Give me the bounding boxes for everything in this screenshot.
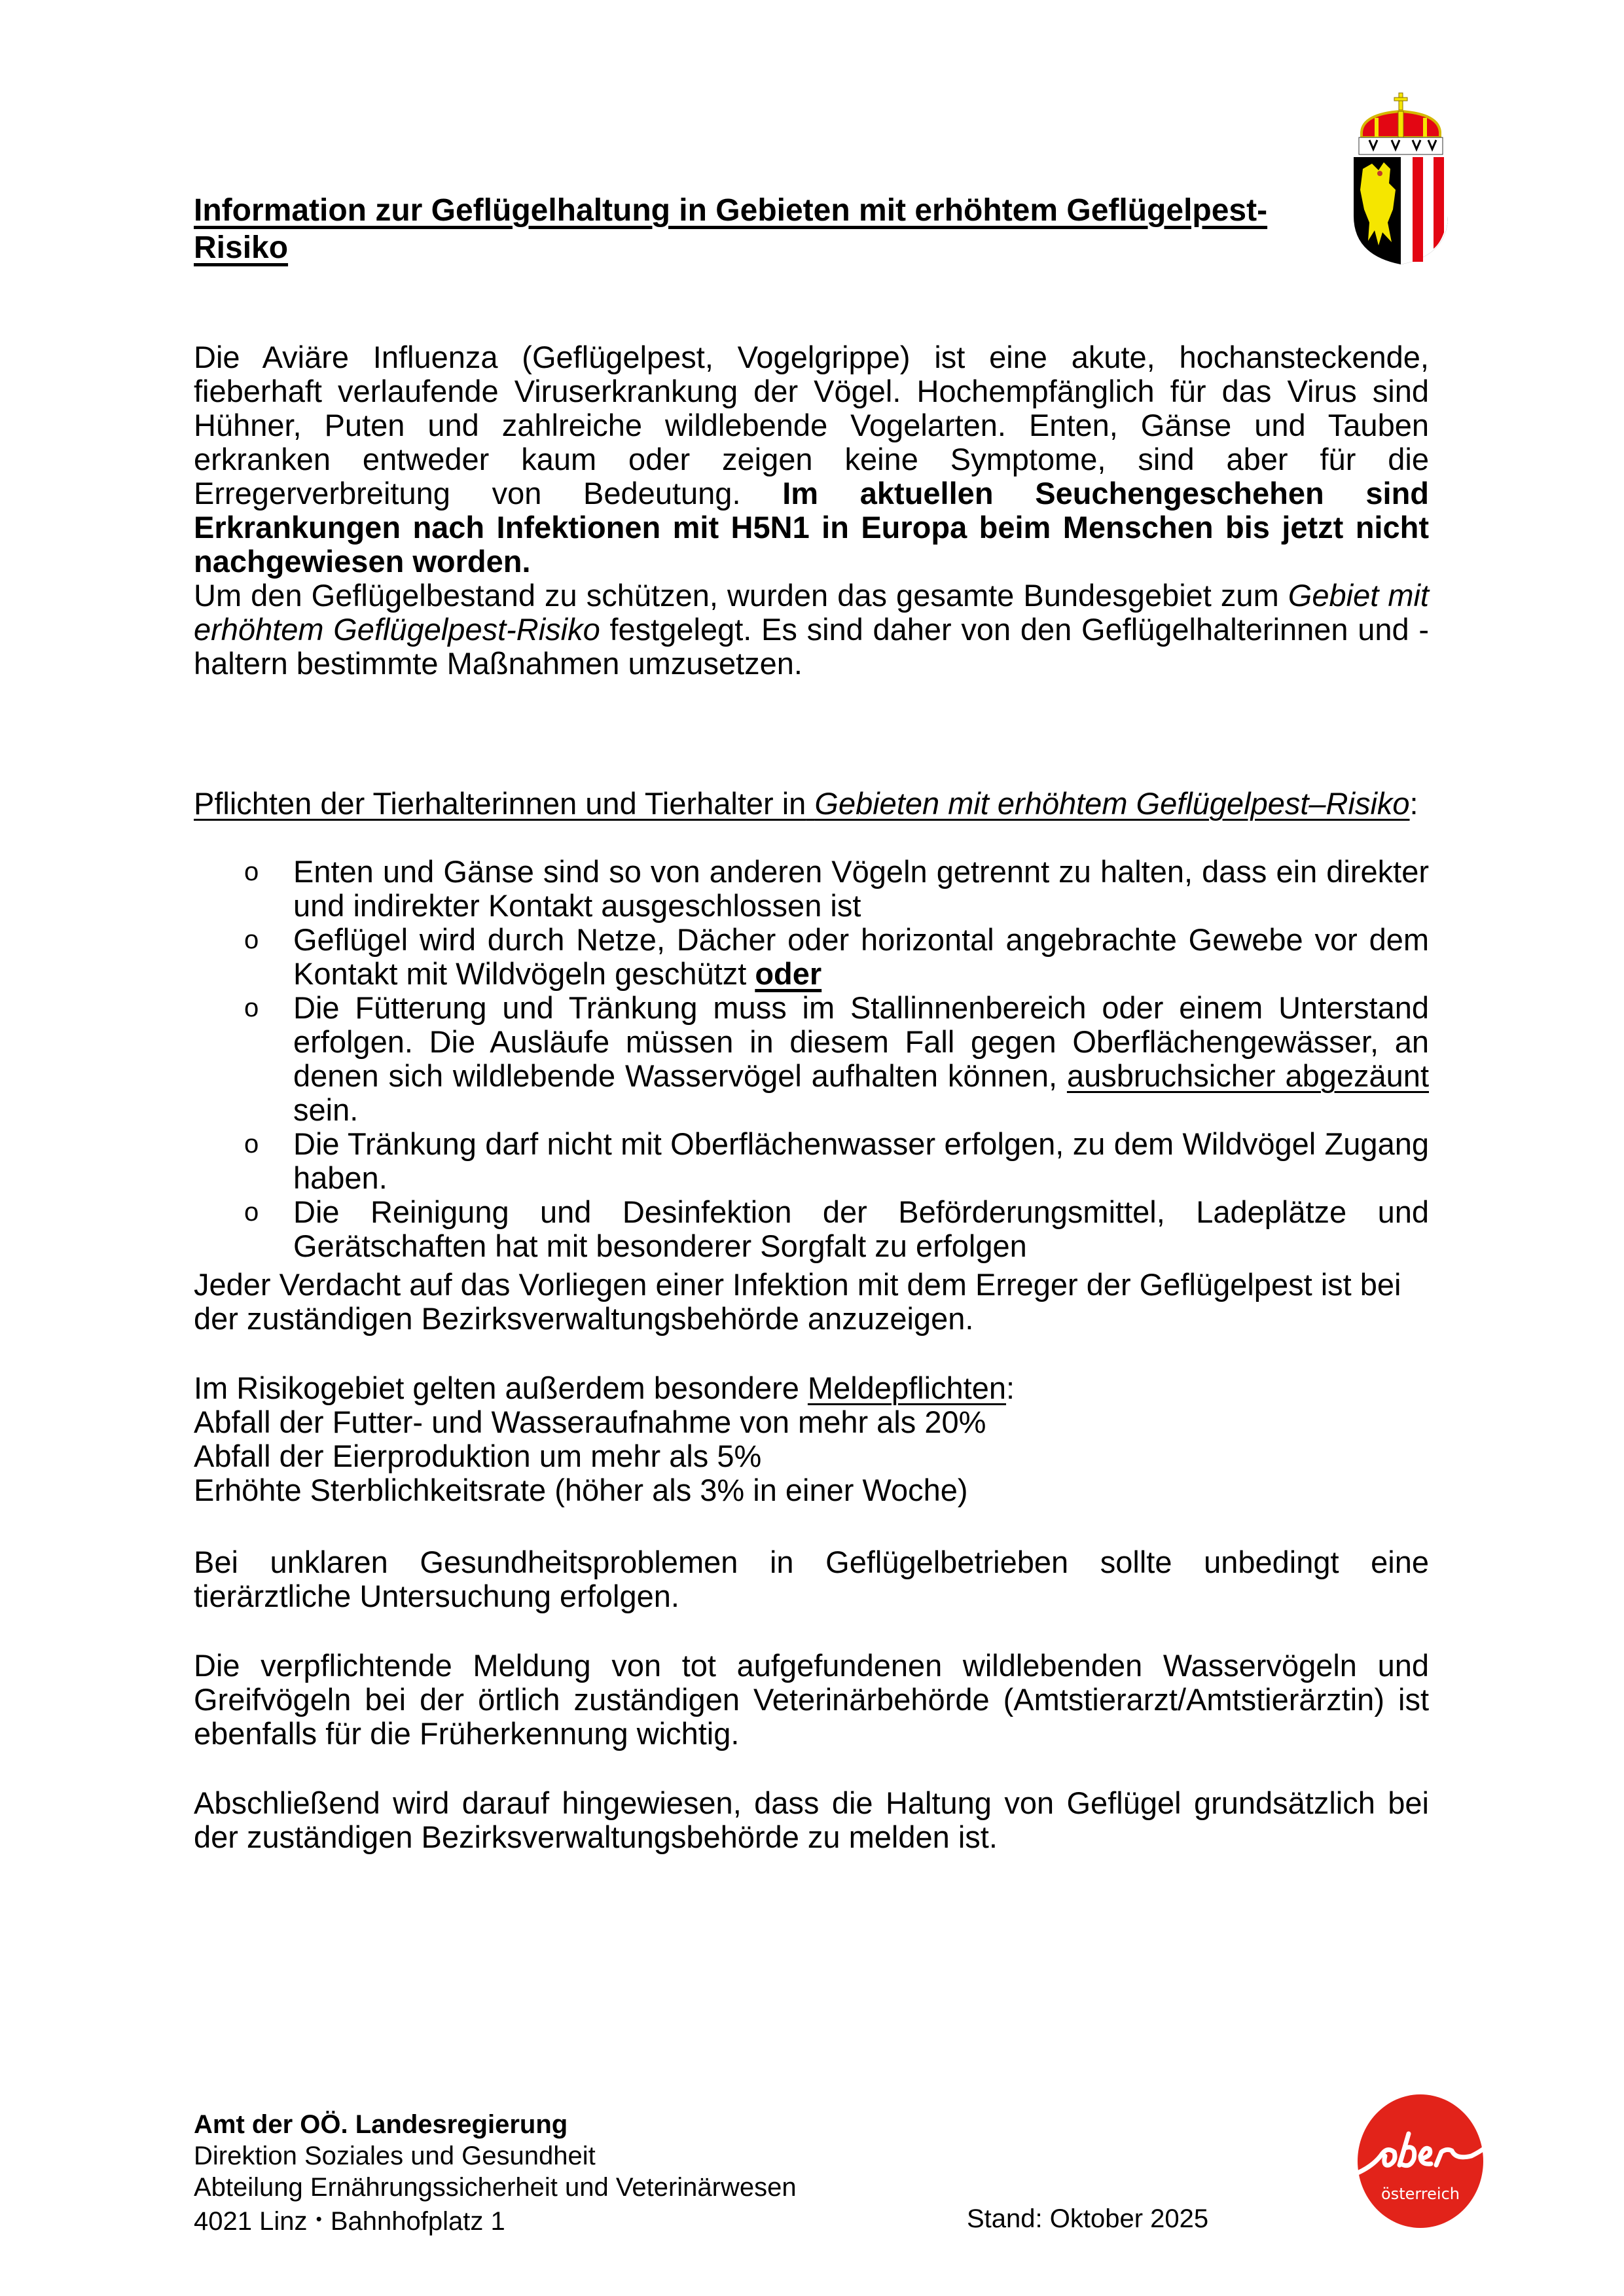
upper-austria-coat-of-arms-icon — [1350, 92, 1452, 267]
reporting-line: Abfall der Futter- und Wasseraufnahme von mehr als 20% — [194, 1405, 986, 1439]
footer-address-line — [194, 2203, 797, 2237]
reporting-intro-text: Im Risikogebiet gelten außerdem besondere — [194, 1371, 799, 1405]
duties-heading-term: Gebieten mit erhöhtem Geflügelpest–Risiko — [814, 786, 1410, 821]
page-title-text: Information zur Geflügelhaltung in Gebieten mit erhöhtem Geflügelpest-Risiko — [194, 193, 1268, 265]
intro-text: Die Aviäre Influenza (Geflügelpest, Vogelgrippe) ist eine akute, hochansteckende, fieberhaft verlaufende Viruserkrankung der Vögel. Hochempfänglich für das Virus sind Hühner, Puten und zahlreiche wildlebende Vogelarten. Enten, Gänse und Tauben erkranken entweder kaum oder zeigen keine Symptome, sind aber für die Erregerverbreitung von Bedeutung. — [194, 340, 1429, 511]
bullet-circle-icon: o — [244, 1130, 259, 1158]
page-title — [194, 192, 1346, 266]
list-item — [244, 1195, 1429, 1263]
list-item-text: Die Tränkung darf nicht mit Oberflächenwasser erfolgen, zu dem Wildvögel Zugang haben. — [293, 1126, 1429, 1195]
risk-area-term: Gebiet mit erhöhtem Geflügelpest-Risiko — [194, 578, 1429, 647]
bullet-separator-icon: • — [316, 2209, 322, 2229]
risk-area-text-a: Um den Geflügelbestand zu schützen, wurden das gesamte Bundesgebiet zum — [194, 578, 1279, 613]
reporting-term: Meldepflichten — [807, 1371, 1006, 1405]
list-item-underlined: ausbruchsicher abgezäunt — [1066, 1058, 1429, 1093]
health-paragraph — [194, 1545, 1429, 1613]
risk-area-text-b: festgelegt. Es sind daher von den Geflügelhalterinnen und -haltern bestimmte Maßnahmen umzusetzen. — [194, 612, 1430, 681]
list-item — [244, 991, 1429, 1127]
closing-paragraph — [194, 1786, 1429, 1854]
bullet-circle-icon: o — [244, 994, 259, 1022]
bullet-circle-icon: o — [244, 1198, 259, 1227]
footer-street: Bahnhofplatz 1 — [330, 2207, 505, 2236]
list-item-text: Die Fütterung und Tränkung muss im Stallinnenbereich oder einem Unterstand erfolgen. Die Ausläufe müssen in diesem Fall gegen Oberflächengewässer, an denen sich wildlebende Wasservögel aufhalten können, — [293, 990, 1429, 1093]
reporting-line: Abfall der Eierproduktion um mehr als 5% — [194, 1439, 762, 1473]
list-item-text-end: sein. — [293, 1092, 359, 1127]
logo-subtitle: österreich — [1381, 2185, 1460, 2203]
list-item-emphasis: oder — [755, 956, 822, 991]
footer-address — [194, 2109, 797, 2237]
duties-heading-text: Pflichten der Tierhalterinnen und Tierhalter in — [194, 786, 806, 821]
intro-bold-statement: Im aktuellen Seuchengeschehen sind Erkrankungen nach Infektionen mit H5N1 in Europa beim Menschen bis jetzt nicht nachgewiesen worden. — [194, 476, 1429, 579]
reporting-colon: : — [1006, 1371, 1015, 1405]
list-item-text: Die Reinigung und Desinfektion der Beförderungsmittel, Ladeplätze und Gerätschaften hat mit besonderer Sorgfalt zu erfolgen — [293, 1194, 1429, 1263]
reporting-line: Erhöhte Sterblichkeitsrate (höher als 3% in einer Woche) — [194, 1473, 968, 1507]
reporting-intro — [194, 1371, 1429, 1405]
duties-heading — [194, 787, 1429, 821]
oberoesterreich-logo-icon — [1348, 2088, 1492, 2232]
wild-birds-paragraph — [194, 1649, 1429, 1751]
suspicion-text: Jeder Verdacht auf das Vorliegen einer Infektion mit dem Erreger der Geflügelpest ist bei der zuständigen Bezirksverwaltungsbehörde anzuzeigen. — [194, 1267, 1401, 1336]
bullet-circle-icon: o — [244, 857, 259, 886]
list-item — [244, 855, 1429, 923]
health-text: Bei unklaren Gesundheitsproblemen in Geflügelbetrieben sollte unbedingt eine tierärztliche Untersuchung erfolgen. — [194, 1545, 1429, 1613]
list-item-text: Geflügel wird durch Netze, Dächer oder horizontal angebrachte Gewebe vor dem Kontakt mit Wildvögeln geschützt — [293, 922, 1429, 991]
reporting-block — [194, 1371, 1429, 1507]
wild-birds-text: Die verpflichtende Meldung von tot aufgefundenen wildlebenden Wasservögeln und Greifvögeln bei der örtlich zuständigen Veterinärbehörde (Amtstierarzt/Amtstierärztin) ist ebenfalls für die Früherkennung wichtig. — [194, 1648, 1429, 1751]
suspicion-paragraph — [194, 1268, 1411, 1336]
footer-city: 4021 Linz — [194, 2207, 308, 2236]
closing-text: Abschließend wird darauf hingewiesen, dass die Haltung von Geflügel grundsätzlich bei der zuständigen Bezirksverwaltungsbehörde zu melden ist. — [194, 1785, 1429, 1854]
list-item-text: Enten und Gänse sind so von anderen Vögeln getrennt zu halten, dass ein direkter und indirekter Kontakt ausgeschlossen ist — [293, 854, 1429, 923]
list-item — [244, 1127, 1429, 1195]
footer-department: Abteilung Ernährungssicherheit und Veterinärwesen — [194, 2173, 797, 2202]
list-item — [244, 923, 1429, 991]
duties-heading-colon: : — [1409, 786, 1418, 821]
bullet-circle-icon: o — [244, 925, 259, 954]
document-status-date: Stand: Oktober 2025 — [967, 2204, 1209, 2233]
duties-list — [244, 855, 1429, 1263]
footer-office: Amt der OÖ. Landesregierung — [194, 2110, 568, 2139]
footer-directorate: Direktion Soziales und Gesundheit — [194, 2142, 596, 2170]
risk-area-paragraph — [194, 579, 1429, 681]
intro-paragraph — [194, 340, 1429, 579]
